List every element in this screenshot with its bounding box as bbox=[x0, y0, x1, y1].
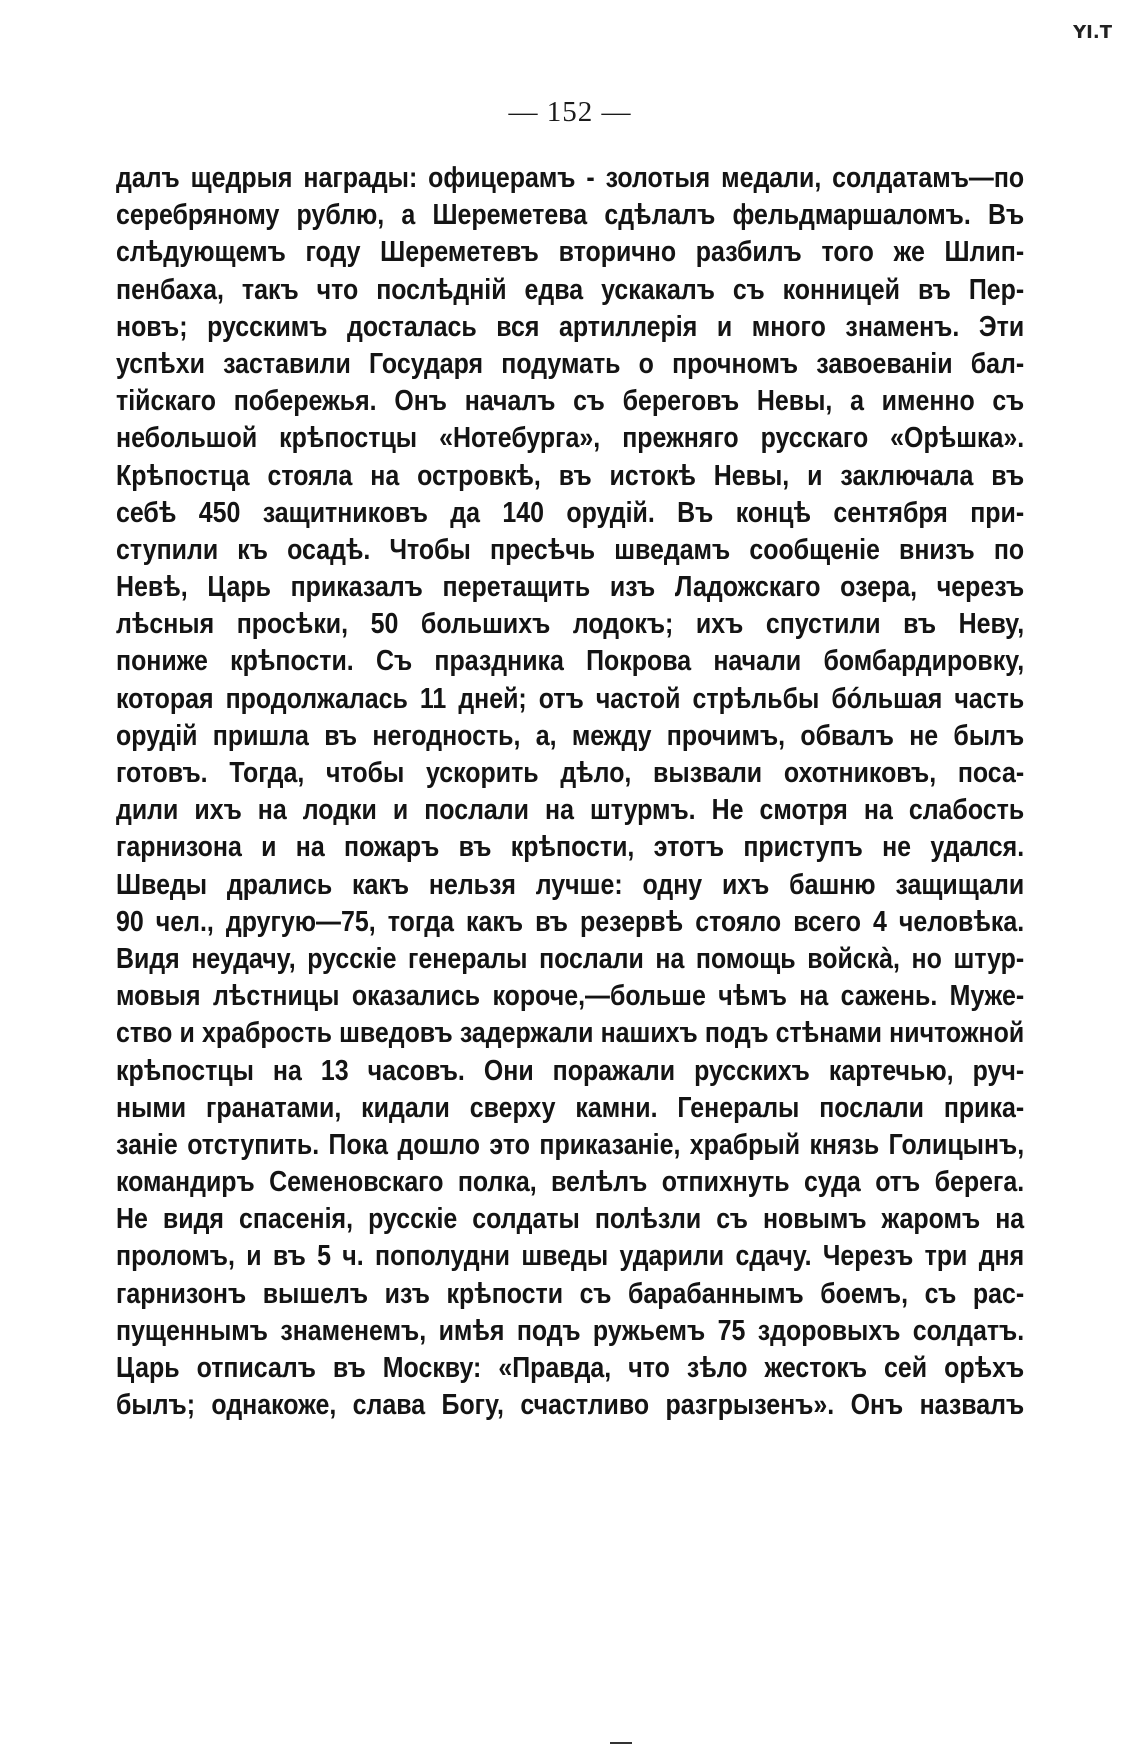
text-line: тiйскаго побережья. Онъ началъ съ береговъ Невы, а именно съ bbox=[116, 385, 1025, 418]
text-line: мовыя лѣстницы оказались короче,—больше чѣмъ на сажень. Муже- bbox=[116, 980, 1025, 1013]
text-line: лѣсныя просѣки, 50 большихъ лодокъ; ихъ спустили въ Неву, bbox=[116, 608, 1025, 641]
text-line: командиръ Семеновскаго полка, велѣлъ отпихнуть суда отъ берега. bbox=[116, 1166, 1025, 1199]
text-line: 90 чел., другую—75, тогда какъ въ резервѣ стояло всего 4 человѣка. bbox=[116, 905, 1025, 938]
text-line: крѣпостцы на 13 часовъ. Они поражали русскихъ картечью, руч- bbox=[116, 1054, 1025, 1087]
text-line: Не видя спасенiя, русскiе солдаты полѣзли съ новымъ жаромъ на bbox=[116, 1203, 1025, 1236]
text-line: ство и храбрость шведовъ задержали нашихъ подъ стѣнами ничтожной bbox=[116, 1017, 1025, 1050]
bottom-rule bbox=[610, 1742, 632, 1744]
text-line: Шведы дрались какъ нельзя лучше: одну ихъ башню защищали bbox=[116, 868, 1025, 901]
text-line: гарнизона и на пожаръ въ крѣпости, этотъ приступъ не удался. bbox=[116, 831, 1025, 864]
text-line: Видя неудачу, русскiе генералы послали на помощь войскà, но штур- bbox=[116, 942, 1025, 975]
text-line: занiе отступить. Пока дошло это приказанiе, храбрый князь Голицынъ, bbox=[116, 1128, 1025, 1161]
text-line: себѣ 450 защитниковъ да 140 орудiй. Въ концѣ сентября при- bbox=[116, 496, 1025, 529]
text-line: ными гранатами, кидали сверху камни. Генералы послали прика- bbox=[116, 1091, 1025, 1124]
text-line: былъ; однакоже, слава Богу, счастливо разгрызенъ». Онъ назвалъ bbox=[116, 1389, 1025, 1422]
text-line: дили ихъ на лодки и послали на штурмъ. Не смотря на слабость bbox=[116, 794, 1025, 827]
text-line: новъ; русскимъ досталась вся артиллерiя и много знаменъ. Эти bbox=[116, 310, 1025, 343]
text-line: гарнизонъ вышелъ изъ крѣпости съ барабаннымъ боемъ, съ рас- bbox=[116, 1277, 1025, 1310]
text-line: орудiй пришла въ негодность, а, между прочимъ, обвалъ не былъ bbox=[116, 719, 1025, 752]
text-line: Царь отписалъ въ Москву: «Правда, что зѣло жестокъ сей орѣхъ bbox=[116, 1352, 1025, 1384]
text-line: Крѣпостца стояла на островкѣ, въ истокѣ Невы, и заключала въ bbox=[116, 459, 1025, 492]
text-line: далъ щедрыя награды: офицерамъ - золотыя медали, солдатамъ—по bbox=[116, 162, 1025, 194]
text-line: готовъ. Тогда, чтобы ускорить дѣло, вызвали охотниковъ, поса- bbox=[116, 757, 1025, 789]
text-line: небольшой крѣпостцы «Нотебурга», прежняго русскаго «Орѣшка». bbox=[116, 422, 1025, 455]
corner-stamp-mark: ΥΙ.Τ bbox=[1073, 22, 1112, 43]
page-number: — 152 — bbox=[508, 96, 632, 128]
text-line: слѣдующемъ году Шереметевъ вторично разбилъ того же Шлип- bbox=[116, 236, 1025, 269]
text-line: пониже крѣпости. Съ праздника Покрова начали бомбардировку, bbox=[116, 645, 1025, 678]
text-line: Невѣ, Царь приказалъ перетащить изъ Ладожскаго озера, черезъ bbox=[116, 571, 1025, 604]
text-line: успѣхи заставили Государя подумать о прочномъ завоеванiи бал- bbox=[116, 347, 1025, 380]
body-text bbox=[116, 160, 1025, 1424]
text-line: серебряному рублю, а Шереметева сдѣлалъ фельдмаршаломъ. Въ bbox=[116, 199, 1025, 232]
text-line: пенбаха, такъ что послѣднiй едва ускакалъ съ конницей въ Пер- bbox=[116, 273, 1025, 306]
text-line: ступили къ осадѣ. Чтобы пресѣчь шведамъ сообщенiе внизъ по bbox=[116, 533, 1025, 566]
text-line: пущеннымъ знаменемъ, имѣя подъ ружьемъ 75 здоровыхъ солдатъ. bbox=[116, 1314, 1025, 1347]
text-line: проломъ, и въ 5 ч. пополудни шведы ударили сдачу. Черезъ три дня bbox=[116, 1240, 1025, 1273]
text-line: которая продолжалась 11 дней; отъ частой стрѣльбы бóльшая часть bbox=[116, 682, 1025, 715]
